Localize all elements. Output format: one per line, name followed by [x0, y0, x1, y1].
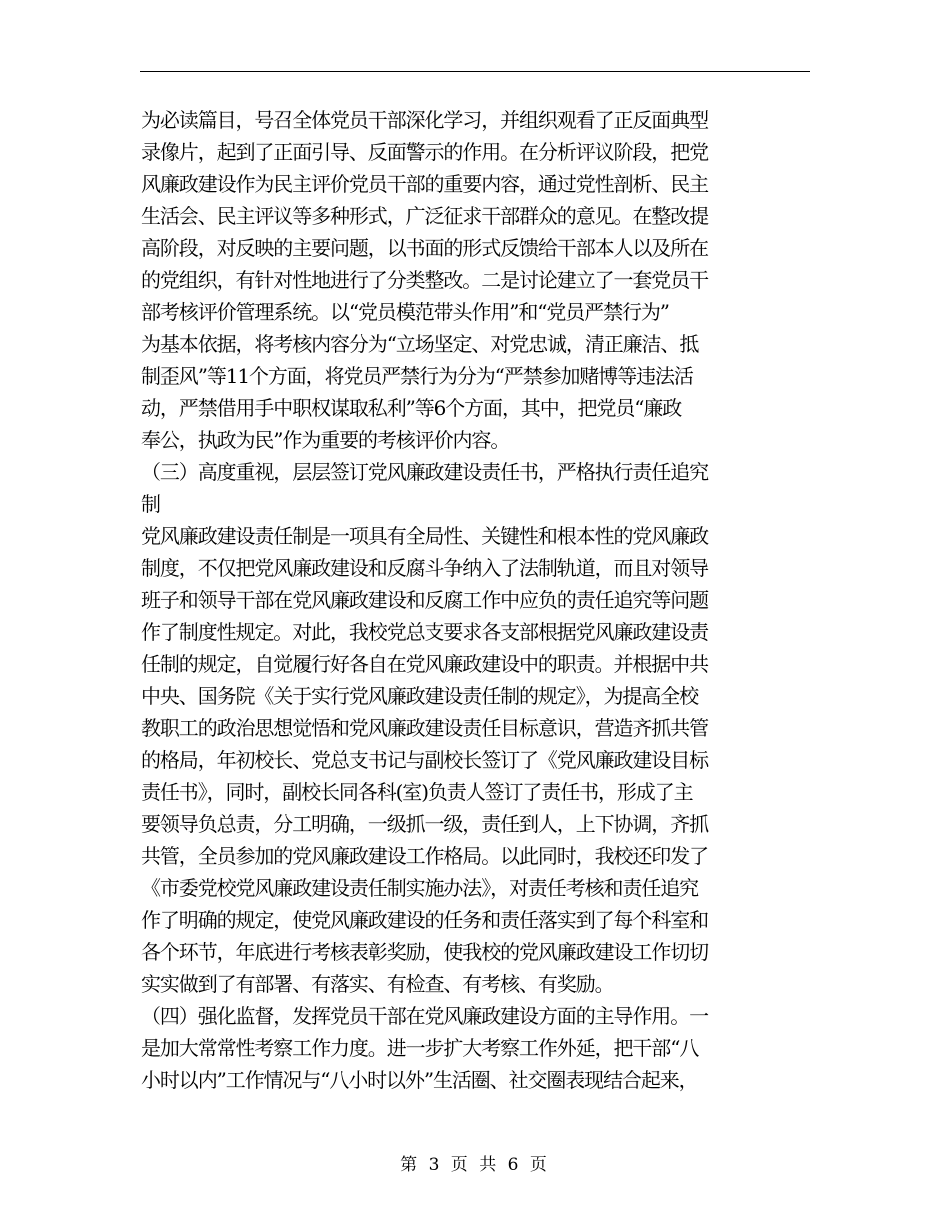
text-line: 教职工的政治思想觉悟和党风廉政建设责任目标意识，营造齐抓共管	[141, 716, 708, 740]
text-line: 任制的规定，自觉履行好各自在党风廉政建设中的职责。并根据中共	[141, 652, 708, 676]
text-line: 制	[141, 492, 160, 516]
header-rule	[140, 71, 810, 72]
text-line: 录像片，起到了正面引导、反面警示的作用。在分析评议阶段，把党	[141, 140, 708, 164]
text-line: 班子和领导干部在党风廉政建设和反腐工作中应负的责任追究等问题	[141, 588, 708, 612]
text-line: 的格局，年初校长、党总支书记与副校长签订了《党风廉政建设目标	[141, 748, 708, 772]
document-body	[141, 104, 821, 1096]
text-line: 责任书》，同时，副校长同各科(室)负责人签订了责任书，形成了主	[141, 780, 693, 804]
text-line: 的党组织，有针对性地进行了分类整改。二是讨论建立了一套党员干	[141, 268, 708, 292]
text-line: 实实做到了有部署、有落实、有检查、有考核、有奖励。	[141, 972, 614, 996]
text-line: （四）强化监督，发挥党员干部在党风廉政建设方面的主导作用。一	[141, 1004, 708, 1028]
text-line: 风廉政建设作为民主评价党员干部的重要内容，通过党性剖析、民主	[141, 172, 708, 196]
text-line: 要领导负总责，分工明确，一级抓一级，责任到人，上下协调，齐抓	[141, 812, 708, 836]
text-line: 为必读篇目，号召全体党员干部深化学习，并组织观看了正反面典型	[141, 108, 708, 132]
text-line: 党风廉政建设责任制是一项具有全局性、关键性和根本性的党风廉政	[141, 524, 708, 548]
text-line: 制歪风”等11个方面，将党员严禁行为分为“严禁参加赌博等违法活	[141, 364, 693, 388]
text-line: 奉公，执政为民”作为重要的考核评价内容。	[141, 428, 510, 452]
text-line: 是加大常常性考察工作力度。进一步扩大考察工作外延，把干部“八	[141, 1036, 699, 1060]
text-line: 各个环节，年底进行考核表彰奖励，使我校的党风廉政建设工作切切	[141, 940, 708, 964]
text-line: 共管，全员参加的党风廉政建设工作格局。以此同时，我校还印发了	[141, 844, 708, 868]
page-number-footer: 第 3 页 共 6 页	[400, 1155, 550, 1175]
text-line: 《市委党校党风廉政建设责任制实施办法》，对责任考核和责任追究	[141, 876, 698, 900]
text-line: 小时以内”工作情况与“八小时以外”生活圈、社交圈表现结合起来，	[141, 1068, 698, 1092]
text-line: 制度，不仅把党风廉政建设和反腐斗争纳入了法制轨道，而且对领导	[141, 556, 708, 580]
text-line: 生活会、民主评议等多种形式，广泛征求干部群众的意见。在整改提	[141, 204, 708, 228]
text-line: 为基本依据，将考核内容分为“立场坚定、对党忠诚，清正廉洁、抵	[141, 332, 699, 356]
text-line: （三）高度重视，层层签订党风廉政建设责任书，严格执行责任追究	[141, 460, 708, 484]
text-line: 中央、国务院《关于实行党风廉政建设责任制的规定》，为提高全校	[141, 684, 698, 708]
text-line: 部考核评价管理系统。以“党员模范带头作用”和“党员严禁行为”	[141, 300, 669, 324]
text-line: 作了制度性规定。对此，我校党总支要求各支部根据党风廉政建设责	[141, 620, 708, 644]
text-line: 高阶段，对反映的主要问题，以书面的形式反馈给干部本人以及所在	[141, 236, 708, 260]
text-line: 动，严禁借用手中职权谋取私利”等6个方面，其中，把党员“廉政	[141, 396, 682, 420]
text-line: 作了明确的规定，使党风廉政建设的任务和责任落实到了每个科室和	[141, 908, 708, 932]
